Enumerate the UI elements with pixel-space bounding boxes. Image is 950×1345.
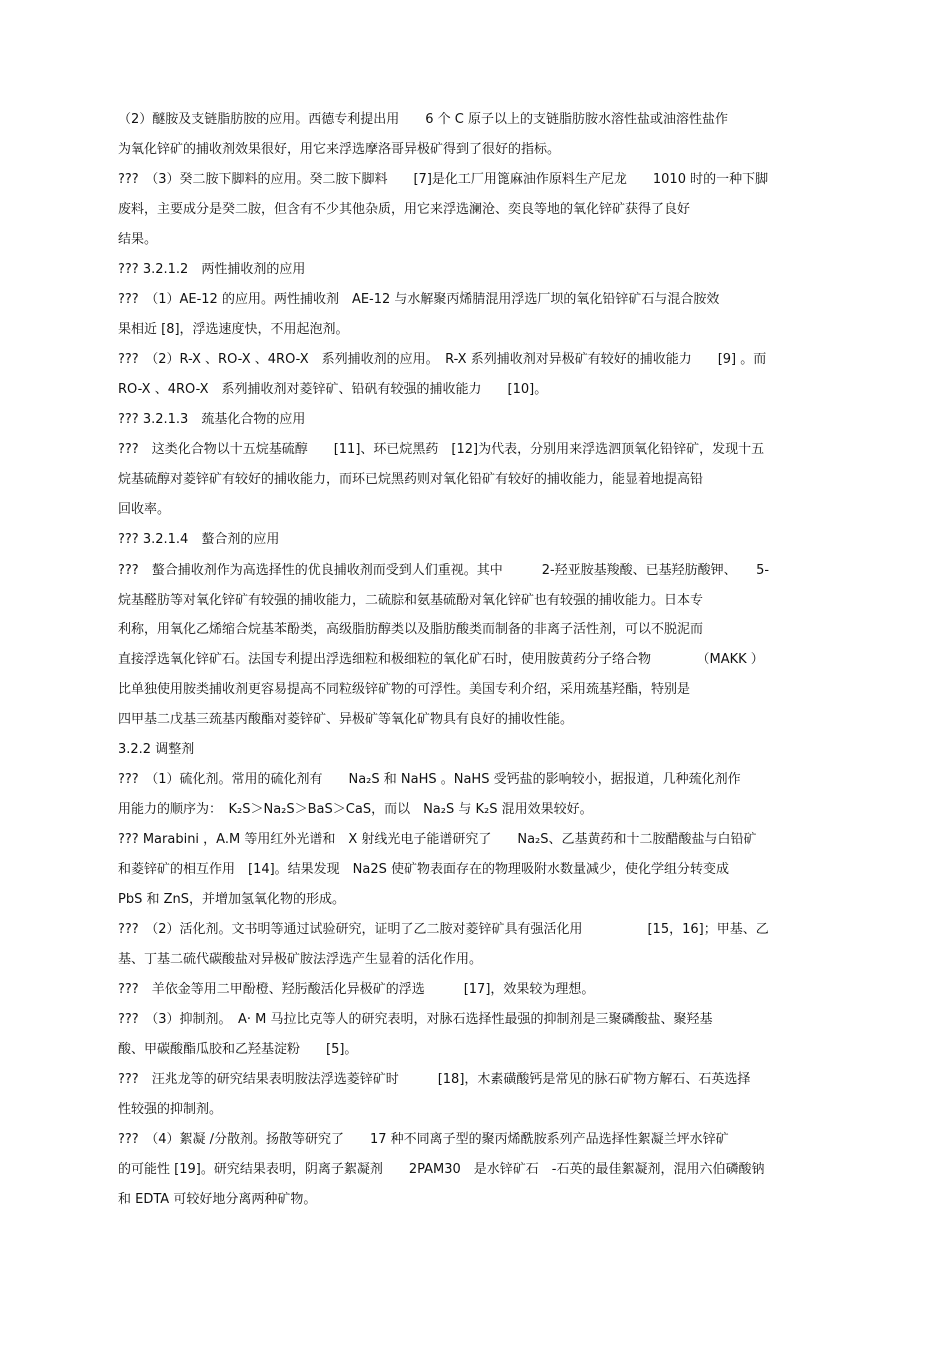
text-line: 结果。 xyxy=(118,232,158,247)
text-line: ??? Marabini ，A.M 等用红外光谱和 X 射线光电子能谱研究了 Na₂S、乙基黄药和十二胺醋酸盐与白铅矿 xyxy=(118,832,757,847)
text-line: ??? 这类化合物以十五烷基硫醇 [11]、环已烷黑药 [12]为代表，分别用来浮选泗顶氧化铅锌矿，发现十五 xyxy=(118,442,765,457)
text-line: ??? （2）R-X 、RO-X 、4RO-X 系列捕收剂的应用。 R-X 系列捕收剂对异极矿有较好的捕收能力 [9] 。而 xyxy=(118,352,767,367)
text-line: 和 EDTA 可较好地分离两种矿物。 xyxy=(118,1192,317,1207)
text-line: 性较强的抑制剂。 xyxy=(118,1102,223,1117)
text-line: 基、丁基二硫代碳酸盐对异极矿胺法浮选产生显着的活化作用。 xyxy=(118,952,483,967)
text-line: 利称，用氧化乙烯缩合烷基苯酚类，高级脂肪醇类以及脂肪酸类而制备的非离子活性剂，可以不脱泥而 xyxy=(118,622,704,637)
text-line: ??? 螯合捕收剂作为高选择性的优良捕收剂而受到人们重视。其中 2-羟亚胺基羧酸、已基羟肪酸钾、 5- xyxy=(118,563,770,578)
text-line: ??? （2）活化剂。文书明等通过试验研究，证明了乙二胺对菱锌矿具有强活化用 [15，16]；甲基、乙 xyxy=(118,922,769,937)
text-line: 烷基硫醇对菱锌矿有较好的捕收能力，而环已烷黑药则对氧化铅矿有较好的捕收能力，能显着地提高铅 xyxy=(118,472,704,487)
text-line: 四甲基二戊基三巯基丙酸酯对菱锌矿、异极矿等氧化矿物具有良好的捕收性能。 xyxy=(118,712,574,727)
section-heading: ??? 3.2.1.2 两性捕收剂的应用 xyxy=(118,262,306,277)
section-heading: ??? 3.2.1.4 螯合剂的应用 xyxy=(118,532,280,547)
text-line: ??? （4）絮凝 /分散剂。扬散等研究了 17 种不同离子型的聚丙烯酰胺系列产品选择性絮凝兰坪水锌矿 xyxy=(118,1132,729,1147)
text-line: 回收率。 xyxy=(118,502,171,517)
text-line: ??? （1）硫化剂。常用的硫化剂有 Na₂S 和 NaHS 。NaHS 受钙盐的影响较小，据报道，几种巯化剂作 xyxy=(118,772,741,787)
text-line: ??? （3）癸二胺下脚料的应用。癸二胺下脚料 [7]是化工厂用篦麻油作原料生产尼龙 1010 时的一种下脚 xyxy=(118,172,769,187)
text-line: 为氧化锌矿的捕收剂效果很好，用它来浮选摩洛哥异极矿得到了很好的指标。 xyxy=(118,142,561,157)
text-line: 比单独使用胺类捕收剂更容易提高不同粒级锌矿物的可浮性。美国专利介绍，采用巯基羟酯，特别是 xyxy=(118,682,691,697)
text-line: （2）醚胺及支链脂肪胺的应用。西德专利提出用 6 个 C 原子以上的支链脂肪胺水溶性盐或油溶性盐作 xyxy=(118,112,729,127)
text-line: 的可能性 [19]。研究结果表明，阴离子絮凝剂 2PAM30 是水锌矿石 -石英的最佳絮凝剂，混用六伯磷酸钠 xyxy=(118,1162,765,1177)
section-heading: 3.2.2 调整剂 xyxy=(118,742,195,757)
text-line: 烷基醛肪等对氧化锌矿有较强的捕收能力，二硫腙和氨基硫酚对氧化锌矿也有较强的捕收能力。日本专 xyxy=(118,593,704,608)
text-line: ??? 羊依金等用二甲酚橙、羟肟酸活化异极矿的浮选 [17]，效果较为理想。 xyxy=(118,982,595,997)
text-line: 用能力的顺序为： K₂S＞Na₂S＞BaS＞CaS，而以 Na₂S 与 K₂S 混用效果较好。 xyxy=(118,802,593,817)
text-line: 酸、甲碳酸酯瓜胶和乙羟基淀粉 [5]。 xyxy=(118,1042,358,1057)
text-line: RO-X 、4RO-X 系列捕收剂对菱锌矿、铅矾有较强的捕收能力 [10]。 xyxy=(118,382,548,397)
text-line: 废料，主要成分是癸二胺，但含有不少其他杂质，用它来浮选澜沧、奕良等地的氧化锌矿获得了良好 xyxy=(118,202,691,217)
text-line: ??? 汪兆龙等的研究结果表明胺法浮选菱锌矿时 [18]，木素磺酸钙是常见的脉石矿物方解石、石英选择 xyxy=(118,1072,751,1087)
text-line: 果相近 [8]，浮选速度快，不用起泡剂。 xyxy=(118,322,349,337)
text-line: ??? （3）抑制剂。 A· M 马拉比克等人的研究表明，对脉石选择性最强的抑制剂是三聚磷酸盐、聚羟基 xyxy=(118,1012,713,1027)
text-line: PbS 和 ZnS，并增加氢氧化物的形成。 xyxy=(118,892,346,907)
text-line: 和菱锌矿的相互作用 [14]。结果发现 Na2S 使矿物表面存在的物理吸附水数量减少，使化学组分转变成 xyxy=(118,862,730,877)
section-heading: ??? 3.2.1.3 巯基化合物的应用 xyxy=(118,412,306,427)
text-line: ??? （1）AE-12 的应用。两性捕收剂 AE-12 与水解聚丙烯腈混用浮选厂坝的氧化铅锌矿石与混合胺效 xyxy=(118,292,720,307)
text-line: 直接浮选氧化锌矿石。法国专利提出浮选细粒和极细粒的氧化矿石时，使用胺黄药分子络合物 （MAKK ） xyxy=(118,652,764,667)
